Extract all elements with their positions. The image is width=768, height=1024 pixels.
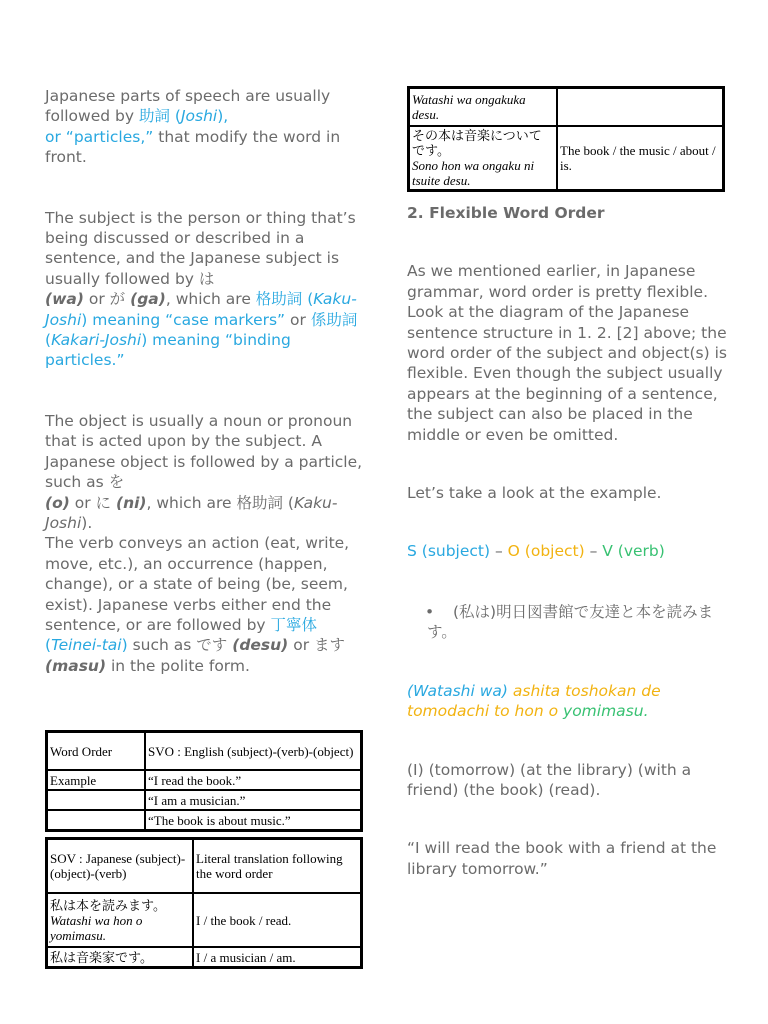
table-cell	[47, 893, 193, 947]
table-cell: Literal translation following the word order	[193, 839, 361, 893]
paragraph-example-intro: Let’s take a look at the example.	[407, 484, 662, 503]
left-column	[45, 86, 365, 676]
table-row	[47, 732, 361, 770]
word-order-table-svo	[45, 730, 363, 832]
table-cell: “I read the book.”	[145, 770, 361, 790]
word-order-table-sov	[45, 837, 363, 969]
japanese-text: 私は本を読みます。	[50, 897, 166, 913]
table-row	[47, 790, 361, 810]
table-cell	[47, 790, 145, 810]
paragraph-subject: The subject is the person or thing that’s being discussed or described in a sentence, and the Japanese subject is usually followed by は (wa) or が (ga), which are 格助詞 (Kaku-Joshi) meaning “case markers” or 係助詞 (Kakari-Joshi) meaning “binding particles.”	[45, 208, 358, 370]
romaji-text: Watashi wa ongakuka desu.	[412, 92, 526, 122]
romaji-text: Watashi wa hon o yomimasu.	[50, 912, 143, 943]
table-cell: “The book is about music.”	[145, 810, 361, 830]
table-cell: SVO : English (subject)-(verb)-(object)	[145, 732, 361, 770]
table-cell	[557, 88, 723, 126]
right-column	[407, 203, 729, 879]
table-row	[409, 126, 723, 190]
table-cell	[409, 88, 557, 126]
romaji-text: Sono hon wa ongaku ni tsuite desu.	[412, 158, 535, 188]
table-row	[47, 893, 361, 947]
table-cell: “I am a musician.”	[145, 790, 361, 810]
table-row	[47, 947, 361, 967]
paragraph-particles: Japanese parts of speech are usually followed by 助詞 (Joshi), or “particles,” that modify the word in front.	[45, 87, 341, 167]
table-cell: SOV : Japanese (subject)-(object)-(verb)	[47, 839, 193, 893]
table-cell: 私は音楽家です。	[47, 947, 193, 967]
section-heading: 2. Flexible Word Order	[407, 204, 605, 222]
table-cell: I / the book / read.	[193, 893, 361, 947]
table-row	[47, 770, 361, 790]
paragraph-verb: The verb conveys an action (eat, write, move, etc.), an occurrence (happen, change), or a state of being (be, seem, exist). Japanese verbs either end the sentence, or are followed by 丁寧体 (Teinei-tai) such as です (desu) or ます (masu) in the polite form.	[45, 534, 350, 675]
table-row	[47, 839, 361, 893]
table-cell: Word Order	[47, 732, 145, 770]
table-cell	[47, 810, 145, 830]
svo-legend: S (subject) – O (object) – V (verb)	[407, 542, 665, 561]
example-translation: “I will read the book with a friend at the library tomorrow.”	[407, 839, 717, 878]
word-order-table-continued	[407, 86, 725, 192]
japanese-text: その本は音楽についてです。	[412, 128, 542, 158]
table-cell	[409, 126, 557, 190]
example-gloss: (I) (tomorrow) (at the library) (with a friend) (the book) (read).	[407, 760, 692, 799]
table-cell: The book / the music / about / is.	[557, 126, 723, 190]
paragraph-object: The object is usually a noun or pronoun that is acted upon by the subject. A Japanese object is followed by a particle, such as を (o) or に (ni), which are 格助詞 (Kaku-Joshi).	[45, 411, 363, 532]
example-romaji: (Watashi wa) ashita toshokan de tomodachi to hon o yomimasu.	[407, 681, 661, 721]
paragraph-flexible: As we mentioned earlier, in Japanese grammar, word order is pretty flexible. Look at the diagram of the Japanese sentence structure in 1. 2. [2] above; the word order of the subject and object(s) is flexible. Even though the subject usually appears at the beginning of a sentence, the subject can also be placed in the middle or even be omitted.	[407, 262, 727, 444]
table-cell: Example	[47, 770, 145, 790]
example-japanese-sentence: • (私は)明日図書館で友達と本を読みます。	[407, 602, 729, 643]
table-row	[409, 88, 723, 126]
table-row	[47, 810, 361, 830]
table-cell: I / a musician / am.	[193, 947, 361, 967]
